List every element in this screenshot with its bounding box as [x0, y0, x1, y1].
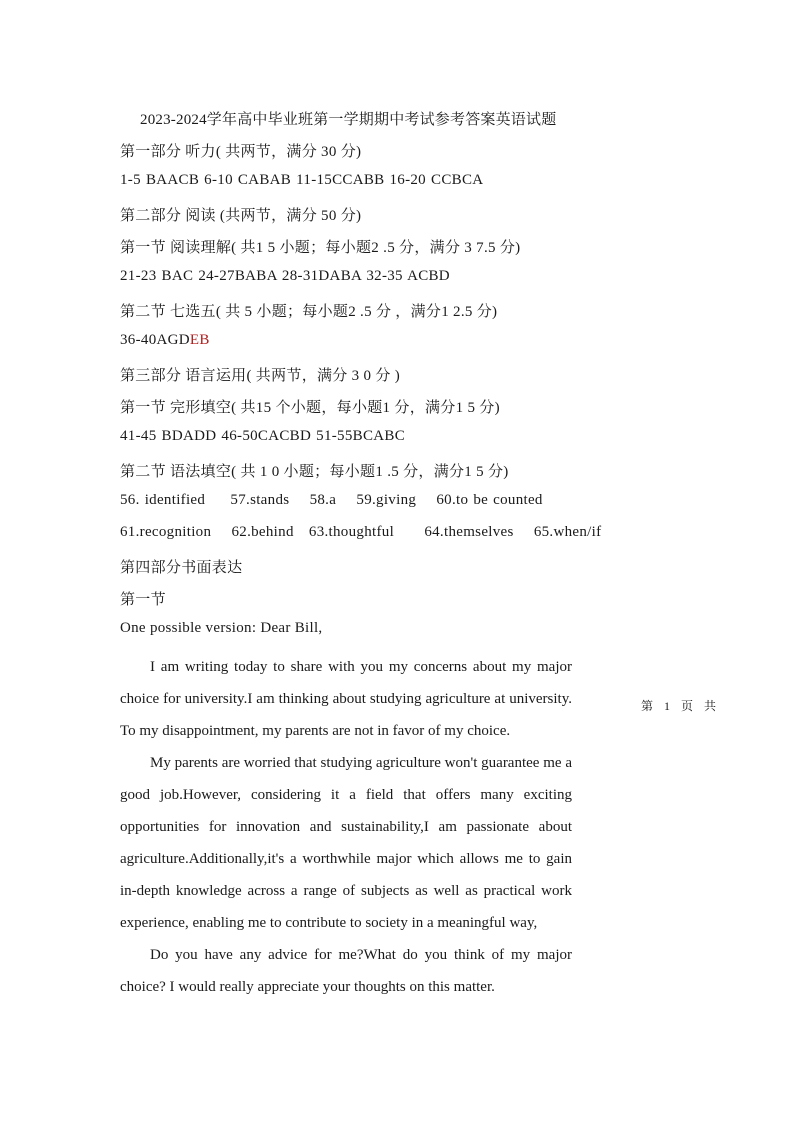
- essay-paragraph: Do you have any advice for me?What do you think of my major choice? I would really appreciate your thoughts on this matter.: [120, 947, 572, 995]
- part2-section1-heading: 第一节 阅读理解( 共1 5 小题；每小题2 .5 分，满分 3 7.5 分): [120, 240, 521, 256]
- part3-section2-answers-line2: 61.recognition 62.behind 63.thoughtful 64.themselves 65.when/if: [120, 524, 602, 540]
- part1-answers: 1-5 BAACB 6-10 CABAB 11-15CCABB 16-20 CCBCA: [120, 172, 484, 188]
- answers-black-text: 36-40AGD: [120, 332, 190, 348]
- part4-section1-heading: 第一节: [120, 592, 166, 608]
- part2-heading: 第二部分 阅读 (共两节，满分 50 分): [120, 208, 362, 224]
- part3-section2-answers-line1: 56. identified 57.stands 58.a 59.giving 60.to be counted: [120, 492, 543, 508]
- answers-red-text: EB: [189, 332, 210, 348]
- essay-paragraph: My parents are worried that studying agriculture won't guarantee me a good job.However, considering it a field that offers many exciting opportunities for innovation and sustainability,I am passionate about agriculture.Additionally,it's a worthwhile major which allows me to gain in-depth knowledge across a range of subjects as well as practical work experience, enabling me to contribute to society in a meaningful way,: [120, 755, 572, 931]
- part3-section2-heading: 第二节 语法填空( 共 1 0 小题；每小题1 .5 分，满分1 5 分): [120, 464, 509, 480]
- part1-heading: 第一部分 听力( 共两节，满分 30 分): [120, 144, 362, 160]
- essay-paragraph: I am writing today to share with you my concerns about my major choice for university.I am thinking about studying agriculture at university. To my disappointment, my parents are not in favor of my choice.: [120, 659, 572, 739]
- page-number: 第 1 页 共: [641, 699, 717, 713]
- part2-section2-answers: [120, 332, 210, 349]
- part2-section1-answers: 21-23 BAC 24-27BABA 28-31DABA 32-35 ACBD: [120, 268, 450, 284]
- essay-body: [120, 651, 572, 1003]
- part3-section1-answers: 41-45 BDADD 46-50CACBD 51-55BCABC: [120, 428, 406, 444]
- part3-heading: 第三部分 语言运用( 共两节，满分 3 0 分 ): [120, 368, 400, 384]
- part2-section2-heading: 第二节 七选五( 共 5 小题；每小题2 .5 分 ，满分1 2.5 分): [120, 304, 498, 320]
- essay-intro: One possible version: Dear Bill,: [120, 620, 323, 636]
- part4-heading: 第四部分书面表达: [120, 560, 243, 576]
- part3-section1-heading: 第一节 完形填空( 共15 个小题，每小题1 分，满分1 5 分): [120, 400, 500, 416]
- document-title: 2023-2024学年高中毕业班第一学期期中考试参考答案英语试题: [140, 112, 557, 128]
